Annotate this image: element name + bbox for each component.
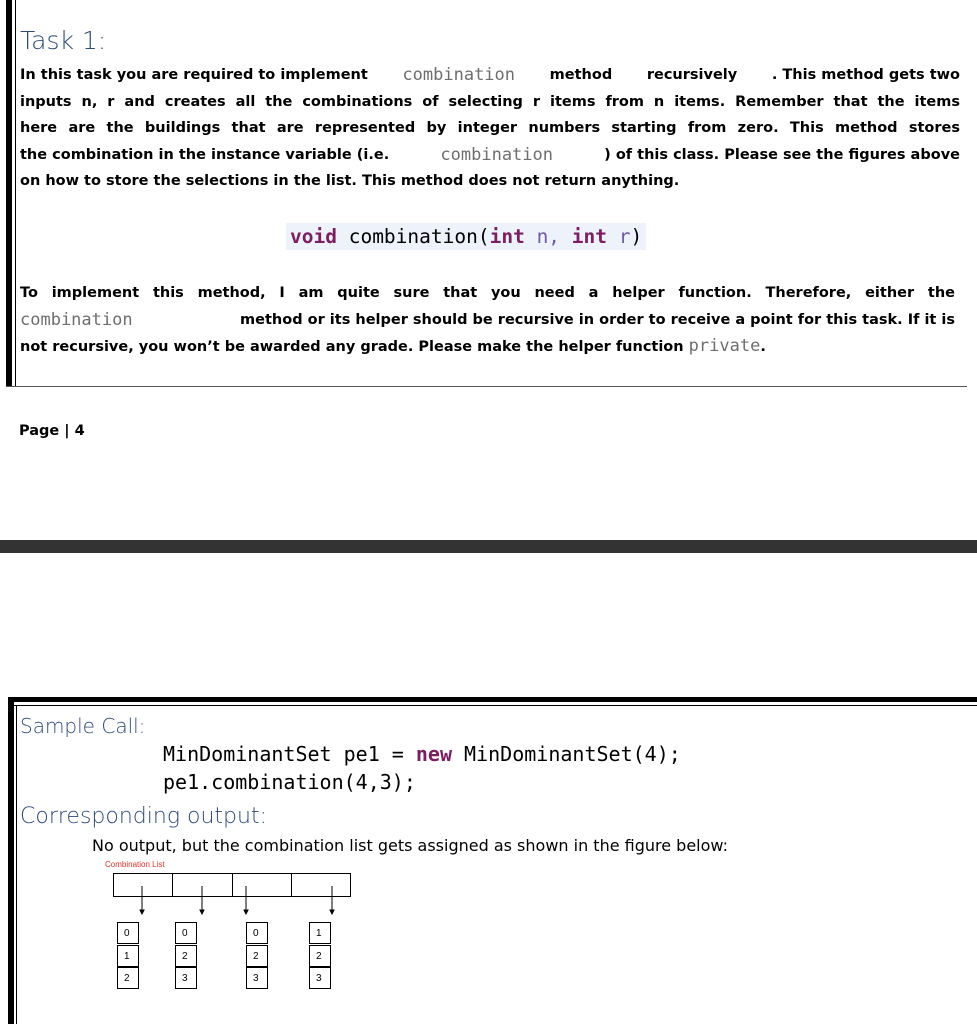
top-border-sample-thin	[8, 705, 977, 706]
inner-border-sample	[16, 705, 17, 1024]
combination-cell: 0	[246, 922, 268, 944]
left-border-sample	[8, 697, 14, 1024]
output-text: No output, but the combination list gets assigned as shown in the figure below:	[92, 836, 729, 855]
para2-line: not recursive, you won’t be awarded any grade. Please make the helper function private.	[20, 336, 766, 356]
sample-code-line-1: MinDominantSet pe1 = new MinDominantSet(4);	[163, 742, 681, 766]
combination-cell: 3	[175, 967, 197, 989]
para2-line: combination method or its helper should be recursive in order to receive a point for this task. If it is	[20, 309, 955, 330]
para1-line: on how to store the selections in the list. This method does not return anything.	[20, 173, 680, 189]
combination-cell: 3	[309, 967, 331, 989]
combination-cell: 1	[309, 922, 331, 944]
left-border-top	[6, 0, 12, 387]
para2-line: To implement this method, I am quite sure that you need a helper function. Therefore, either the	[20, 285, 955, 301]
combination-cell: 2	[246, 945, 268, 967]
para1-line: here are the buildings that are represented by integer numbers starting from zero. This method stores	[20, 120, 960, 136]
combination-cell: 2	[309, 945, 331, 967]
task-paragraph-1	[20, 62, 960, 195]
combination-cell: 0	[175, 922, 197, 944]
method-signature: void combination(int n, int r)	[286, 223, 646, 250]
sample-heading: Sample Call:	[20, 714, 146, 738]
para1-line: In this task you are required to implement combination method recursively . This method gets two	[20, 65, 960, 85]
inner-border-top	[15, 0, 16, 387]
top-border-sample	[8, 697, 977, 702]
task-paragraph-2	[20, 280, 955, 361]
task-heading: Task 1:	[20, 26, 107, 55]
combination-list-label: Combination List	[105, 860, 165, 869]
page-number: Page | 4	[19, 423, 85, 439]
combination-cell: 0	[117, 922, 139, 944]
combination-cell: 2	[175, 945, 197, 967]
para1-line: the combination in the instance variable (i.e. combination ) of this class. Please see the figures above	[20, 144, 960, 165]
output-heading: Corresponding output:	[20, 804, 267, 829]
sample-code-line-2: pe1.combination(4,3);	[163, 770, 416, 794]
page-divider	[0, 540, 977, 553]
section-bottom-rule	[6, 386, 967, 387]
combination-cell: 2	[117, 967, 139, 989]
combination-cell: 3	[246, 967, 268, 989]
combination-cell: 1	[117, 945, 139, 967]
para1-line: inputs n, r and creates all the combinations of selecting r items from n items. Remember that the items	[20, 93, 960, 110]
